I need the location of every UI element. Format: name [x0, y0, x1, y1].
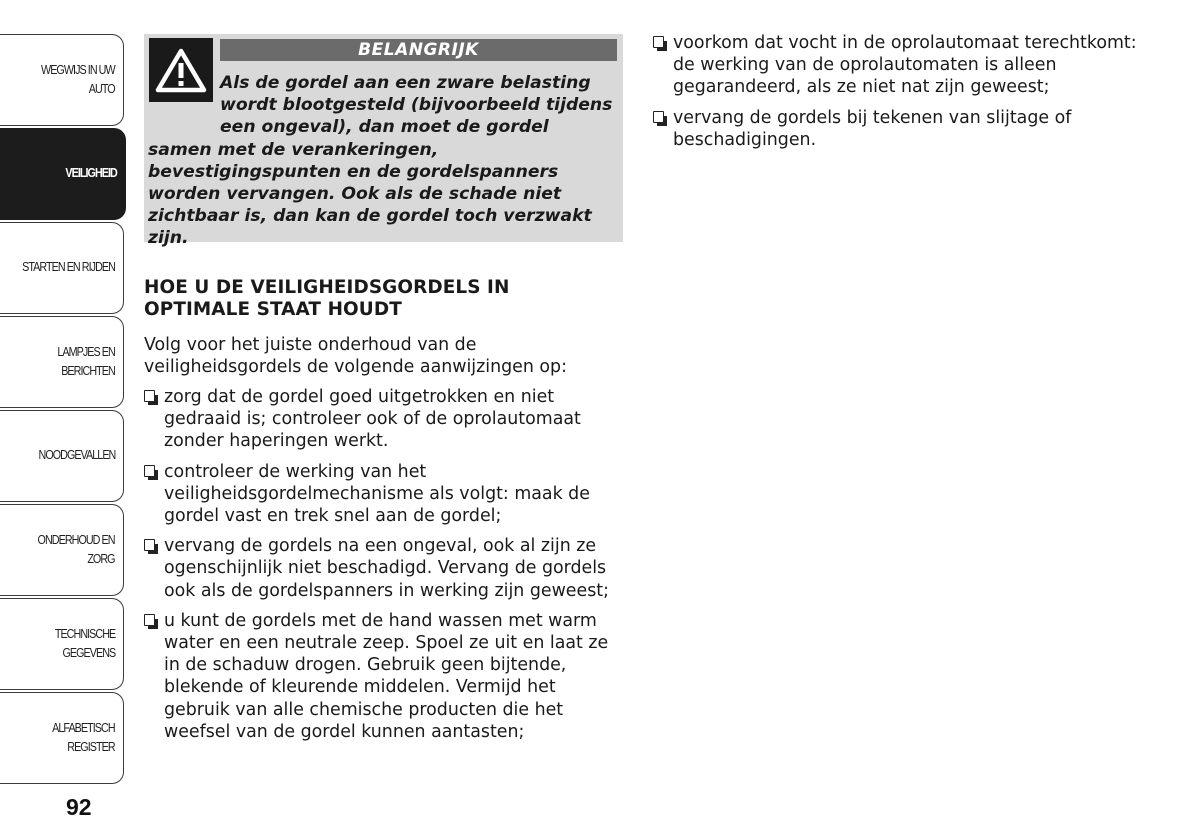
- tab-technische-gegevens[interactable]: [0, 598, 124, 690]
- tab-veiligheid[interactable]: [0, 128, 126, 220]
- maintenance-list-continued: [652, 32, 1142, 151]
- tab-label: LAMPJES EN BERICHTEN: [57, 344, 115, 378]
- list-item: [652, 107, 1142, 151]
- list-item-text: u kunt de gordels met de hand wassen met warm water en een neutrale zeep. Spoel ze uit en laat ze in de schaduw drogen. Gebruik geen bijtende, blekende of kleurende middelen. Vermijd het gebruik van alle chemische producten die het weefsel van de gordel kunnen aantasten;: [164, 610, 609, 742]
- checkbox-bullet-icon: [653, 111, 664, 123]
- tab-label: STARTEN EN RIJDEN: [22, 260, 115, 275]
- list-item-text: controleer de werking van het veiligheidsgordelmechanisme als volgt: maak de gordel vast en trek snel aan de gordel;: [164, 461, 590, 527]
- tab-starten-en-rijden[interactable]: [0, 222, 124, 314]
- tab-label: VEILIGHEID: [65, 166, 117, 181]
- chapter-tabs: [0, 34, 126, 762]
- tab-label: WEGWIJS IN UW AUTO: [41, 62, 115, 96]
- checkbox-bullet-icon: [144, 390, 155, 402]
- warning-text: [148, 72, 617, 250]
- list-item: [143, 386, 625, 453]
- section-intro: Volg voor het juiste onderhoud van de veiligheidsgordels de volgende aanwijzingen op:: [144, 335, 567, 377]
- list-item-text: voorkom dat vocht in de oprolautomaat terechtkomt: de werking van de oprolautomaten is alleen gegarandeerd, als ze niet nat zijn geweest;: [673, 33, 1137, 98]
- warning-header: BELANGRIJK: [220, 39, 617, 61]
- tab-onderhoud-en-zorg[interactable]: [0, 504, 124, 596]
- section-title: HOE U DE VEILIGHEIDSGORDELS IN OPTIMALE STAAT HOUDT: [144, 277, 510, 320]
- tab-lampjes-en-berichten[interactable]: [0, 316, 124, 408]
- checkbox-bullet-icon: [144, 539, 155, 551]
- tab-alfabetisch-register[interactable]: [0, 692, 124, 784]
- list-item: [652, 32, 1142, 99]
- tab-label: TECHNISCHE GEGEVENS: [54, 626, 115, 660]
- warning-body: Als de gordel aan een zware belasting wordt blootgesteld (bijvoorbeeld tijdens een ongeval), dan moet de gordel samen met de verankeringen, bevestigingspunten en de gordelspanners worden vervangen. Ook als de schade niet zichtbaar is, dan kan de gordel toch verzwakt zijn.: [148, 73, 613, 249]
- list-item-text: vervang de gordels bij tekenen van slijtage of beschadigingen.: [673, 107, 1072, 150]
- tab-label: ALFABETISCH REGISTER: [52, 720, 115, 754]
- tab-label: ONDERHOUD EN ZORG: [37, 532, 115, 566]
- list-item: [143, 610, 625, 743]
- tab-label: NOODGEVALLEN: [38, 448, 115, 463]
- list-item-text: zorg dat de gordel goed uitgetrokken en niet gedraaid is; controleer ook of de oprolautomaat zonder haperingen werkt.: [164, 387, 581, 452]
- maintenance-list: [143, 386, 625, 743]
- list-item: [143, 535, 625, 602]
- warning-box: [144, 34, 623, 249]
- tab-wegwijs-in-uw-auto[interactable]: [0, 34, 124, 126]
- list-item-text: vervang de gordels na een ongeval, ook al zijn ze ogenschijnlijk niet beschadigd. Vervang de gordels ook als de gordelspanners in werking zijn geweest;: [164, 536, 609, 601]
- list-item: [143, 461, 625, 528]
- checkbox-bullet-icon: [653, 36, 664, 48]
- checkbox-bullet-icon: [144, 465, 155, 477]
- page-number: 92: [66, 794, 92, 820]
- checkbox-bullet-icon: [144, 614, 155, 626]
- tab-noodgevallen[interactable]: [0, 410, 124, 502]
